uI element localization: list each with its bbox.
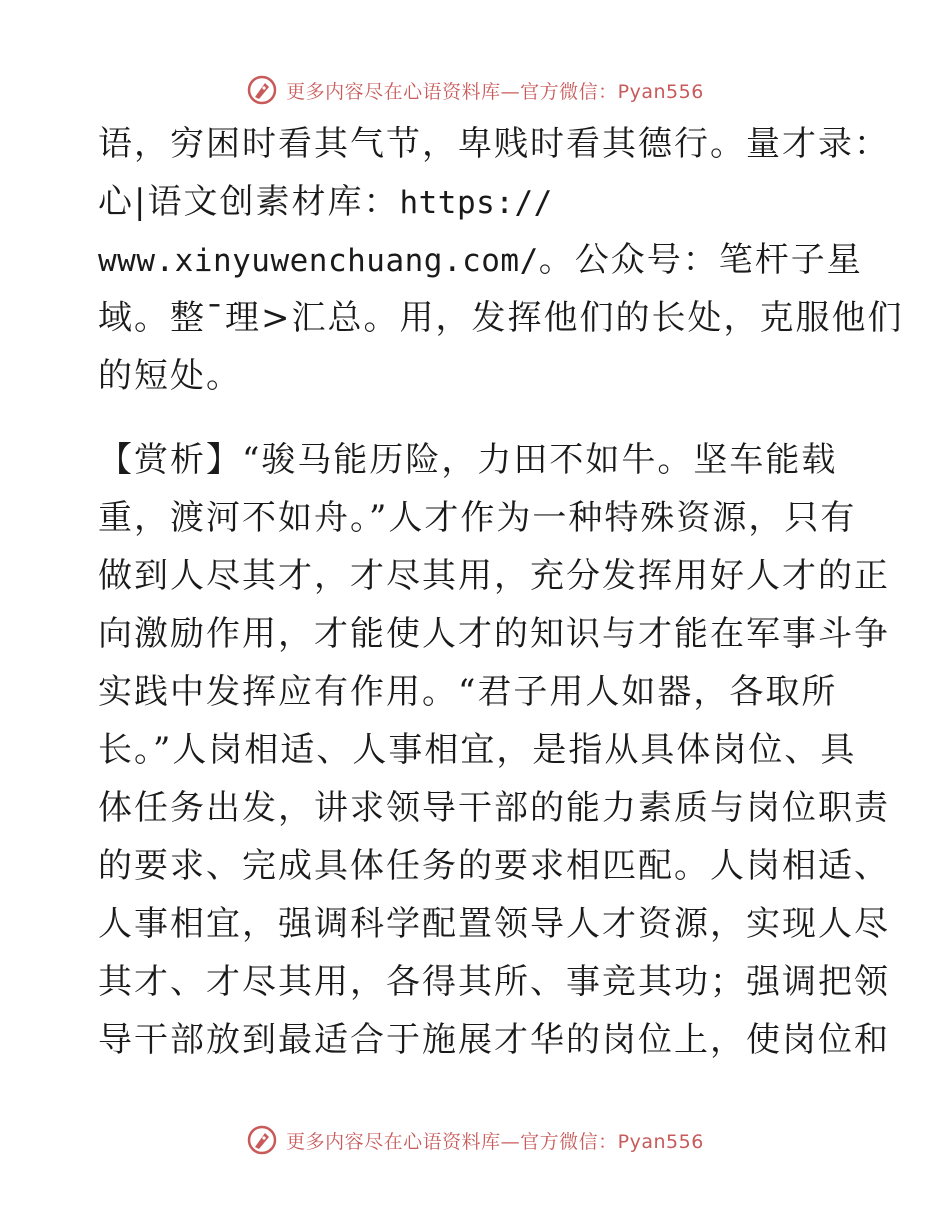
text-span: 。公众号：笔杆子星: [538, 240, 863, 280]
paragraph-2: [98, 431, 890, 1069]
footer-banner: [0, 1120, 950, 1160]
text-line: 的要求、完成具体任务的要求相匹配。人岗相适、: [98, 846, 890, 886]
text-line: 其才、才尽其用，各得其所、事竞其功；强调把领: [98, 962, 890, 1002]
text-line: 向激励作用，才能使人才的知识与才能在军事斗争: [98, 614, 890, 654]
text-line: 语，穷困时看其气节，卑贱时看其德行。量才录：: [98, 124, 890, 164]
banner-title: 更多内容尽在心语资料库: [286, 1130, 501, 1153]
text-line: 体任务出发，讲求领导干部的能力素质与岗位职责: [98, 788, 890, 828]
text-line: [98, 173, 858, 231]
banner-title: 更多内容尽在心语资料库: [286, 80, 501, 103]
document-body: [98, 115, 904, 1069]
banner-wechat: 官方微信：Pyan556: [520, 80, 704, 103]
text-line: 实践中发挥应有作用。“君子用人如器，各取所: [98, 672, 838, 712]
text-line: 域。整¯理>汇总。用，发挥他们的长处，克服他们: [98, 298, 904, 338]
header-banner: [0, 70, 950, 110]
text-line: 【赏析】“骏马能历险，力田不如牛。坚车能载: [98, 440, 838, 480]
text-line: 导干部放到最适合于施展才华的岗位上，使岗位和: [98, 1020, 890, 1060]
paragraph-1: [98, 115, 904, 405]
pen-nib-logo-icon: [246, 74, 278, 106]
text-line: 做到人尽其才，才尽其用，充分发挥用好人才的正: [98, 556, 890, 596]
text-line: [98, 231, 863, 289]
text-span: 心|语文创素材库：: [98, 182, 400, 222]
paragraph-gap: [98, 405, 858, 431]
header-banner-text: [286, 77, 704, 104]
text-line: 重，渡河不如舟。”人才作为一种特殊资源，只有: [98, 498, 857, 538]
banner-separator: —: [500, 80, 521, 103]
url-span: https://: [399, 185, 553, 221]
footer-banner-text: [286, 1127, 704, 1154]
text-line: 人事相宜，强调科学配置领导人才资源，实现人尽: [98, 904, 890, 944]
banner-separator: —: [500, 1130, 521, 1153]
text-line: 长。”人岗相适、人事相宜，是指从具体岗位、具: [98, 730, 857, 770]
text-line: 的短处。: [98, 356, 242, 396]
url-span: www.xinyuwenchuang.com/: [98, 243, 539, 279]
pen-nib-logo-icon: [246, 1124, 278, 1156]
banner-wechat: 官方微信：Pyan556: [520, 1130, 704, 1153]
